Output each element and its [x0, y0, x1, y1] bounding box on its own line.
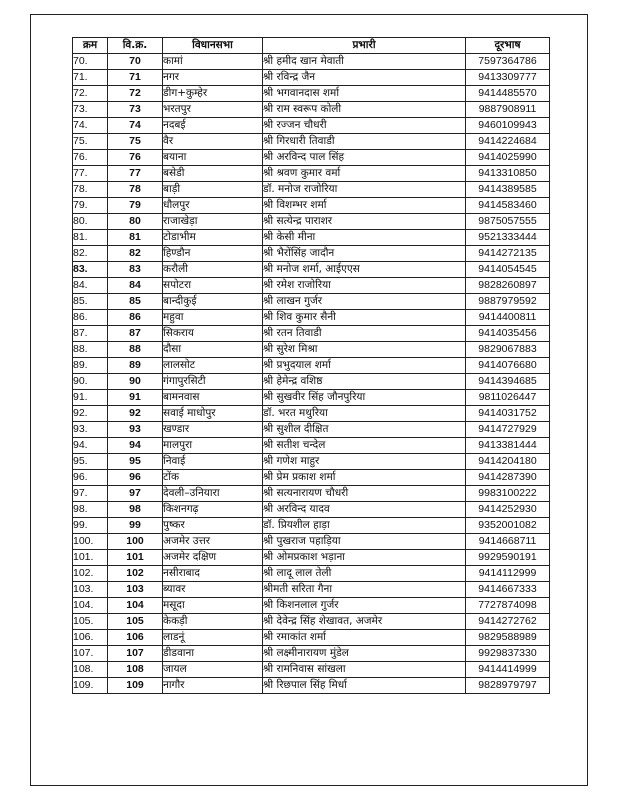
cell-serial: 109.	[73, 678, 108, 694]
table-row	[73, 502, 550, 518]
cell-incharge: श्री प्रेम प्रकाश शर्मा	[263, 470, 466, 486]
cell-incharge: श्री सतीश चन्देल	[263, 438, 466, 454]
cell-phone: 9414204180	[466, 454, 550, 470]
cell-serial: 88.	[73, 342, 108, 358]
cell-serial: 94.	[73, 438, 108, 454]
cell-constituency-number: 108	[108, 662, 163, 678]
cell-incharge: श्री रज्जन चौधरी	[263, 118, 466, 134]
cell-constituency: अजमेर दक्षिण	[163, 550, 263, 566]
cell-constituency: बसेडी	[163, 166, 263, 182]
cell-serial: 105.	[73, 614, 108, 630]
cell-incharge: श्री लाखन गुर्जर	[263, 294, 466, 310]
cell-incharge: श्री सुखवीर सिंह जौनपुरिया	[263, 390, 466, 406]
table-row	[73, 518, 550, 534]
cell-incharge: श्री देवेन्द्र सिंह शेखावत, अजमेर	[263, 614, 466, 630]
cell-constituency-number: 72	[108, 86, 163, 102]
cell-serial: 100.	[73, 534, 108, 550]
cell-serial: 71.	[73, 70, 108, 86]
cell-incharge: श्री रविन्द्र जैन	[263, 70, 466, 86]
cell-phone: 7597364786	[466, 54, 550, 70]
cell-serial: 99.	[73, 518, 108, 534]
cell-phone: 7727874098	[466, 598, 550, 614]
cell-constituency-number: 103	[108, 582, 163, 598]
cell-constituency: नगर	[163, 70, 263, 86]
table-row	[73, 198, 550, 214]
cell-constituency-number: 71	[108, 70, 163, 86]
cell-constituency: डीग+कुम्हेर	[163, 86, 263, 102]
cell-constituency-number: 105	[108, 614, 163, 630]
cell-phone: 9413381444	[466, 438, 550, 454]
cell-serial: 101.	[73, 550, 108, 566]
table-row	[73, 630, 550, 646]
cell-constituency-number: 91	[108, 390, 163, 406]
cell-phone: 9829588989	[466, 630, 550, 646]
cell-phone: 9414583460	[466, 198, 550, 214]
cell-constituency-number: 94	[108, 438, 163, 454]
table-row	[73, 566, 550, 582]
table-row	[73, 598, 550, 614]
table-row	[73, 374, 550, 390]
cell-serial: 107.	[73, 646, 108, 662]
cell-serial: 75.	[73, 134, 108, 150]
cell-incharge: श्री श्रवण कुमार वर्मा	[263, 166, 466, 182]
cell-incharge: श्री गिरधारी तिवाडी	[263, 134, 466, 150]
cell-serial: 73.	[73, 102, 108, 118]
table-row	[73, 342, 550, 358]
cell-phone: 9414272135	[466, 246, 550, 262]
table-row	[73, 486, 550, 502]
incharge-table	[72, 37, 550, 694]
cell-constituency: राजाखेड़ा	[163, 214, 263, 230]
cell-serial: 83.	[73, 262, 108, 278]
table-row	[73, 150, 550, 166]
cell-constituency-number: 83	[108, 262, 163, 278]
cell-phone: 9414035456	[466, 326, 550, 342]
cell-incharge: श्री पुखराज पहाड़िया	[263, 534, 466, 550]
cell-constituency-number: 100	[108, 534, 163, 550]
cell-constituency-number: 93	[108, 422, 163, 438]
cell-incharge: श्री मनोज शर्मा, आईएएस	[263, 262, 466, 278]
table-row	[73, 646, 550, 662]
table-row	[73, 54, 550, 70]
table-row	[73, 390, 550, 406]
cell-phone: 9460109943	[466, 118, 550, 134]
cell-constituency-number: 98	[108, 502, 163, 518]
cell-constituency-number: 85	[108, 294, 163, 310]
cell-phone: 9414076680	[466, 358, 550, 374]
cell-phone: 9413310850	[466, 166, 550, 182]
cell-phone: 9414668711	[466, 534, 550, 550]
cell-constituency: डीडवाना	[163, 646, 263, 662]
cell-incharge: श्री विशम्भर शर्मा	[263, 198, 466, 214]
cell-serial: 76.	[73, 150, 108, 166]
cell-incharge: श्री भैरोंसिंह जादौन	[263, 246, 466, 262]
table-row	[73, 438, 550, 454]
cell-phone: 9414667333	[466, 582, 550, 598]
cell-constituency-number: 102	[108, 566, 163, 582]
cell-constituency-number: 86	[108, 310, 163, 326]
header-constituency-number: वि.क्र.	[108, 38, 163, 54]
cell-phone: 9414727929	[466, 422, 550, 438]
cell-serial: 80.	[73, 214, 108, 230]
cell-serial: 77.	[73, 166, 108, 182]
cell-serial: 92.	[73, 406, 108, 422]
header-phone: दूरभाष	[466, 38, 550, 54]
cell-phone: 9414389585	[466, 182, 550, 198]
table-row	[73, 550, 550, 566]
cell-phone: 9414252930	[466, 502, 550, 518]
cell-constituency: धौलपुर	[163, 198, 263, 214]
cell-constituency: सिकराय	[163, 326, 263, 342]
cell-serial: 81.	[73, 230, 108, 246]
cell-constituency-number: 107	[108, 646, 163, 662]
table-row	[73, 534, 550, 550]
cell-incharge: श्री ओमप्रकाश भड़ाना	[263, 550, 466, 566]
cell-constituency-number: 78	[108, 182, 163, 198]
cell-phone: 9413309777	[466, 70, 550, 86]
cell-phone: 9521333444	[466, 230, 550, 246]
cell-constituency-number: 76	[108, 150, 163, 166]
cell-incharge: श्री रतन तिवाडी	[263, 326, 466, 342]
table-row	[73, 454, 550, 470]
cell-incharge: डॉ. प्रियशील हाड़ा	[263, 518, 466, 534]
cell-constituency-number: 75	[108, 134, 163, 150]
cell-incharge: श्री हमीद खान मेवाती	[263, 54, 466, 70]
header-serial: क्रम	[73, 38, 108, 54]
table-row	[73, 134, 550, 150]
cell-constituency-number: 81	[108, 230, 163, 246]
cell-constituency-number: 73	[108, 102, 163, 118]
cell-constituency-number: 97	[108, 486, 163, 502]
cell-incharge: डॉ. मनोज राजोरिया	[263, 182, 466, 198]
table-row	[73, 214, 550, 230]
cell-constituency: बाड़ी	[163, 182, 263, 198]
cell-constituency: करौली	[163, 262, 263, 278]
table-row	[73, 102, 550, 118]
cell-incharge: श्री गणेश माहुर	[263, 454, 466, 470]
cell-constituency: नागौर	[163, 678, 263, 694]
cell-constituency-number: 99	[108, 518, 163, 534]
cell-phone: 9414224684	[466, 134, 550, 150]
cell-serial: 98.	[73, 502, 108, 518]
cell-constituency: मसूदा	[163, 598, 263, 614]
cell-phone: 9929590191	[466, 550, 550, 566]
cell-constituency-number: 82	[108, 246, 163, 262]
cell-phone: 9828260897	[466, 278, 550, 294]
cell-serial: 84.	[73, 278, 108, 294]
cell-incharge: श्री सुशील दीक्षित	[263, 422, 466, 438]
cell-incharge: श्री अरविन्द पाल सिंह	[263, 150, 466, 166]
cell-constituency: ब्यावर	[163, 582, 263, 598]
table-row	[73, 294, 550, 310]
table-row	[73, 118, 550, 134]
table-row	[73, 278, 550, 294]
cell-constituency: हिण्डौन	[163, 246, 263, 262]
cell-incharge: श्री लक्ष्मीनारायण मुंडेल	[263, 646, 466, 662]
cell-phone: 9414112999	[466, 566, 550, 582]
cell-phone: 9352001082	[466, 518, 550, 534]
cell-constituency: अजमेर उत्तर	[163, 534, 263, 550]
cell-constituency: बान्दीकुई	[163, 294, 263, 310]
cell-constituency: खण्डार	[163, 422, 263, 438]
cell-incharge: श्रीमती सरिता गैना	[263, 582, 466, 598]
cell-serial: 96.	[73, 470, 108, 486]
cell-phone: 9811026447	[466, 390, 550, 406]
cell-constituency: बयाना	[163, 150, 263, 166]
cell-incharge: डॉ. भरत मथुरिया	[263, 406, 466, 422]
cell-phone: 9414414999	[466, 662, 550, 678]
cell-incharge: श्री सुरेश मिश्रा	[263, 342, 466, 358]
table-row	[73, 166, 550, 182]
cell-phone: 9414394685	[466, 374, 550, 390]
cell-constituency: वैर	[163, 134, 263, 150]
table-row	[73, 86, 550, 102]
cell-constituency: गंगापुरसिटी	[163, 374, 263, 390]
cell-incharge: श्री प्रभुदयाल शर्मा	[263, 358, 466, 374]
cell-incharge: श्री सत्यनारायण चौधरी	[263, 486, 466, 502]
cell-constituency-number: 90	[108, 374, 163, 390]
cell-constituency-number: 88	[108, 342, 163, 358]
header-constituency: विधानसभा	[163, 38, 263, 54]
cell-incharge: श्री सत्येन्द्र पाराशर	[263, 214, 466, 230]
cell-constituency: टोडाभीम	[163, 230, 263, 246]
table-row	[73, 182, 550, 198]
cell-constituency-number: 96	[108, 470, 163, 486]
cell-serial: 70.	[73, 54, 108, 70]
table-row	[73, 582, 550, 598]
cell-constituency: सवाई माधोपुर	[163, 406, 263, 422]
cell-constituency: लालसोट	[163, 358, 263, 374]
cell-serial: 108.	[73, 662, 108, 678]
cell-constituency-number: 106	[108, 630, 163, 646]
cell-phone: 9929837330	[466, 646, 550, 662]
cell-serial: 82.	[73, 246, 108, 262]
cell-constituency: देवली–उनियारा	[163, 486, 263, 502]
cell-phone: 9875057555	[466, 214, 550, 230]
cell-serial: 87.	[73, 326, 108, 342]
cell-incharge: श्री रिछपाल सिंह मिर्धा	[263, 678, 466, 694]
cell-constituency-number: 70	[108, 54, 163, 70]
cell-serial: 104.	[73, 598, 108, 614]
cell-serial: 72.	[73, 86, 108, 102]
cell-phone: 9983100222	[466, 486, 550, 502]
cell-serial: 97.	[73, 486, 108, 502]
cell-incharge: श्री भगवानदास शर्मा	[263, 86, 466, 102]
cell-constituency: किशनगढ़	[163, 502, 263, 518]
cell-constituency-number: 87	[108, 326, 163, 342]
cell-constituency-number: 95	[108, 454, 163, 470]
cell-constituency: कामां	[163, 54, 263, 70]
cell-phone: 9414485570	[466, 86, 550, 102]
cell-constituency: टोंक	[163, 470, 263, 486]
table-row	[73, 406, 550, 422]
cell-constituency-number: 84	[108, 278, 163, 294]
cell-serial: 89.	[73, 358, 108, 374]
cell-constituency-number: 101	[108, 550, 163, 566]
cell-phone: 9828979797	[466, 678, 550, 694]
cell-constituency: सपोटरा	[163, 278, 263, 294]
cell-serial: 95.	[73, 454, 108, 470]
cell-constituency: पुष्कर	[163, 518, 263, 534]
table-row	[73, 358, 550, 374]
cell-constituency-number: 79	[108, 198, 163, 214]
cell-constituency: दौसा	[163, 342, 263, 358]
cell-incharge: श्री किशनलाल गुर्जर	[263, 598, 466, 614]
cell-incharge: श्री रमेश राजोरिया	[263, 278, 466, 294]
cell-phone: 9887908911	[466, 102, 550, 118]
cell-phone: 9887979592	[466, 294, 550, 310]
cell-constituency-number: 104	[108, 598, 163, 614]
cell-serial: 93.	[73, 422, 108, 438]
cell-incharge: श्री हेमेन्द्र वशिष्ठ	[263, 374, 466, 390]
cell-phone: 9414287390	[466, 470, 550, 486]
cell-phone: 9414400811	[466, 310, 550, 326]
cell-incharge: श्री रामनिवास सांखला	[263, 662, 466, 678]
table-row	[73, 470, 550, 486]
table-row	[73, 614, 550, 630]
cell-constituency: भरतपुर	[163, 102, 263, 118]
cell-incharge: श्री केसी मीना	[263, 230, 466, 246]
cell-serial: 86.	[73, 310, 108, 326]
header-incharge: प्रभारी	[263, 38, 466, 54]
cell-constituency: नसीराबाद	[163, 566, 263, 582]
table-row	[73, 262, 550, 278]
table-row	[73, 422, 550, 438]
table-row	[73, 70, 550, 86]
table-row	[73, 230, 550, 246]
table-row	[73, 326, 550, 342]
cell-serial: 91.	[73, 390, 108, 406]
cell-incharge: श्री लादू लाल तेली	[263, 566, 466, 582]
cell-constituency: महुवा	[163, 310, 263, 326]
cell-serial: 78.	[73, 182, 108, 198]
cell-constituency-number: 80	[108, 214, 163, 230]
cell-incharge: श्री राम स्वरूप कोली	[263, 102, 466, 118]
cell-constituency-number: 77	[108, 166, 163, 182]
cell-incharge: श्री रमाकांत शर्मा	[263, 630, 466, 646]
cell-phone: 9414025990	[466, 150, 550, 166]
table-row	[73, 310, 550, 326]
cell-constituency-number: 92	[108, 406, 163, 422]
cell-constituency-number: 74	[108, 118, 163, 134]
cell-constituency-number: 109	[108, 678, 163, 694]
cell-incharge: श्री अरविन्द यादव	[263, 502, 466, 518]
table-row	[73, 662, 550, 678]
cell-incharge: श्री शिव कुमार सैनी	[263, 310, 466, 326]
cell-constituency: केकड़ी	[163, 614, 263, 630]
cell-phone: 9414031752	[466, 406, 550, 422]
table-header-row	[73, 38, 550, 54]
cell-constituency: मालपुरा	[163, 438, 263, 454]
cell-constituency-number: 89	[108, 358, 163, 374]
cell-serial: 103.	[73, 582, 108, 598]
cell-serial: 85.	[73, 294, 108, 310]
cell-serial: 74.	[73, 118, 108, 134]
cell-constituency: लाडनूं	[163, 630, 263, 646]
table-row	[73, 678, 550, 694]
cell-constituency: बामनवास	[163, 390, 263, 406]
cell-phone: 9829067883	[466, 342, 550, 358]
cell-serial: 106.	[73, 630, 108, 646]
table-row	[73, 246, 550, 262]
cell-phone: 9414272762	[466, 614, 550, 630]
cell-constituency: नदबई	[163, 118, 263, 134]
cell-constituency: निवाई	[163, 454, 263, 470]
cell-phone: 9414054545	[466, 262, 550, 278]
cell-serial: 79.	[73, 198, 108, 214]
cell-serial: 102.	[73, 566, 108, 582]
cell-constituency: जायल	[163, 662, 263, 678]
cell-serial: 90.	[73, 374, 108, 390]
